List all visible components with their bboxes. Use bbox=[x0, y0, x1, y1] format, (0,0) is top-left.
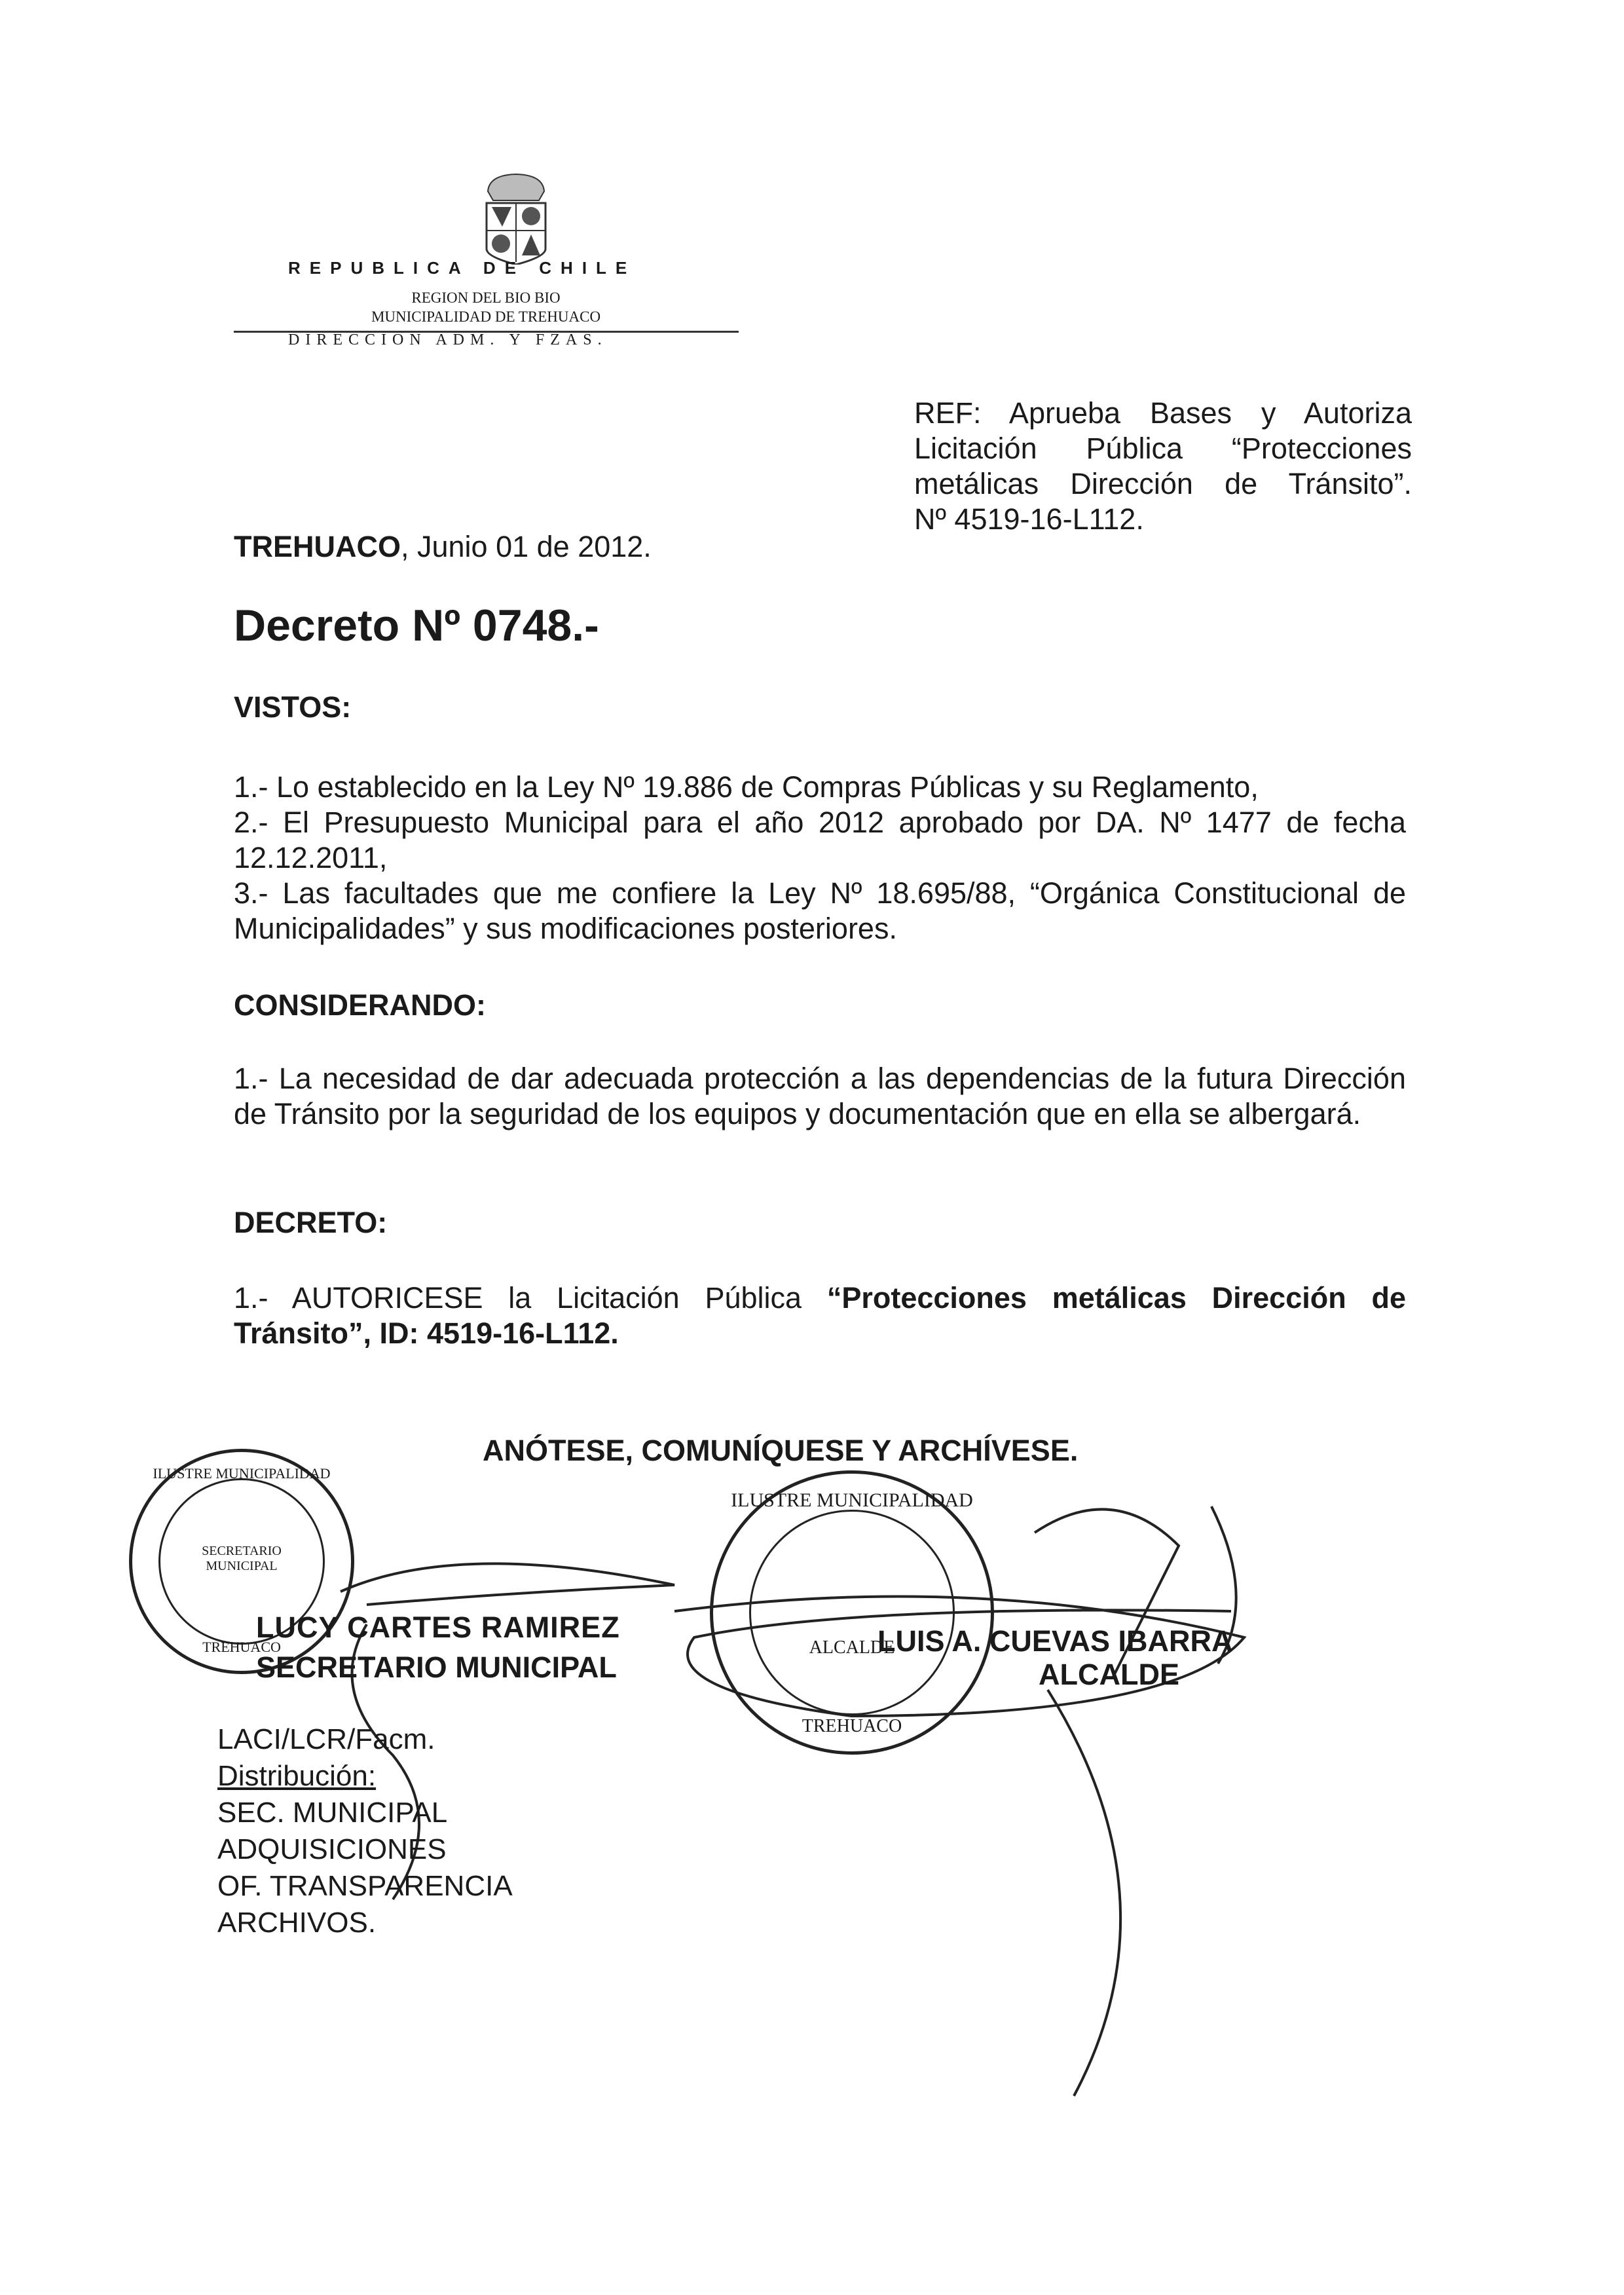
distribution-block bbox=[217, 1721, 513, 1941]
stamp-center-text: SECRETARIO MUNICIPAL bbox=[202, 1544, 282, 1573]
decreto-text bbox=[234, 1280, 1406, 1351]
decreto-bold: “Protecciones metálicas Dirección de Tránsito”, ID: 4519-16-L112. bbox=[234, 1281, 1406, 1350]
ref-line: metálicas Dirección de Tránsito”. bbox=[914, 467, 1412, 500]
letterhead-country: REPUBLICA DE CHILE bbox=[288, 258, 637, 278]
stamp-top-text: ILUSTRE MUNICIPALIDAD bbox=[731, 1489, 973, 1511]
initials: LACI/LCR/Facm. bbox=[217, 1723, 435, 1755]
place: TREHUACO bbox=[234, 530, 401, 563]
reference-block bbox=[914, 396, 1412, 537]
decree-title: Decreto Nº 0748.- bbox=[234, 601, 599, 650]
vistos-item: 1.- Lo establecido en la Ley Nº 19.886 de Compras Públicas y su Reglamento, bbox=[234, 770, 1259, 804]
date: , Junio 01 de 2012. bbox=[401, 530, 652, 563]
letterhead-region: REGION DEL BIO BIO bbox=[411, 289, 561, 306]
distribution-item: ADQUISICIONES bbox=[217, 1833, 447, 1865]
mayor-name: LUIS A. CUEVAS IBARRA bbox=[877, 1624, 1233, 1658]
decreto-prefix: 1.- AUTORICESE la Licitación Pública bbox=[234, 1281, 827, 1315]
letterhead-department: DIRECCION ADM. Y FZAS. bbox=[288, 331, 608, 348]
considerando-heading: CONSIDERANDO: bbox=[234, 988, 487, 1022]
distribution-label: Distribución: bbox=[217, 1760, 377, 1792]
ref-line: REF: Aprueba Bases y Autoriza bbox=[914, 396, 1412, 430]
coat-of-arms-icon bbox=[483, 172, 549, 265]
considerando-text: 1.- La necesidad de dar adecuada protección a las dependencias de la futura Dirección de Tránsito por la seguridad de los equipos y documentación que en ella se albergará. bbox=[234, 1062, 1406, 1130]
place-date bbox=[234, 529, 652, 565]
vistos-heading: VISTOS: bbox=[234, 690, 352, 724]
mayor-title: ALCALDE bbox=[1039, 1658, 1179, 1691]
secretary-name: LUCY CARTES RAMIREZ bbox=[256, 1611, 620, 1644]
vistos-item: 2.- El Presupuesto Municipal para el año 2012 aprobado por DA. Nº 1477 de fecha 12.12.2011, bbox=[234, 806, 1406, 874]
letterhead-municipality: MUNICIPALIDAD DE TREHUACO bbox=[371, 308, 601, 325]
vistos-item: 3.- Las facultades que me confiere la Ley Nº 18.695/88, “Orgánica Constitucional de Municipalidades” y sus modificaciones posteriores. bbox=[234, 876, 1406, 945]
distribution-item: SEC. MUNICIPAL bbox=[217, 1797, 448, 1829]
closing-formula: ANÓTESE, COMUNÍQUESE Y ARCHÍVESE. bbox=[483, 1434, 1079, 1467]
stamp-top-text: ILUSTRE MUNICIPALIDAD bbox=[153, 1465, 331, 1482]
ref-line: Licitación Pública “Protecciones bbox=[914, 432, 1412, 465]
stamp-bottom-text: TREHUACO bbox=[202, 1639, 281, 1655]
stamp-center-text: ALCALDE bbox=[809, 1637, 895, 1658]
vistos-list bbox=[234, 770, 1406, 946]
ref-line: Nº 4519-16-L112. bbox=[914, 502, 1144, 536]
distribution-item: ARCHIVOS. bbox=[217, 1907, 377, 1939]
stamp-bottom-text: TREHUACO bbox=[802, 1716, 902, 1736]
secretary-title: SECRETARIO MUNICIPAL bbox=[256, 1651, 617, 1684]
distribution-item: OF. TRANSPARENCIA bbox=[217, 1870, 513, 1902]
decreto-heading: DECRETO: bbox=[234, 1206, 388, 1239]
